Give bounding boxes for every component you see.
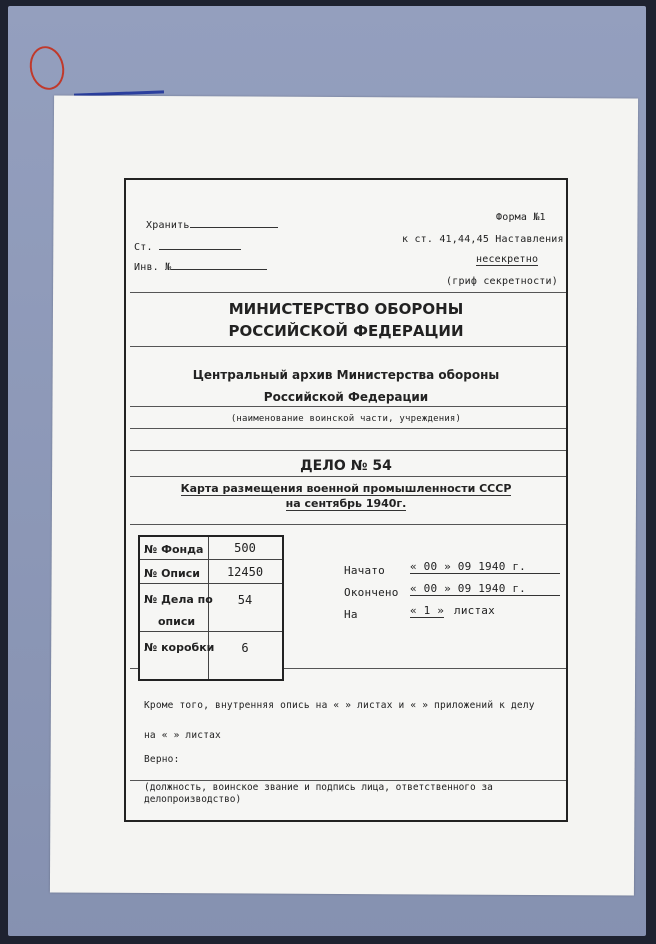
table-row-divider [140,583,282,584]
started-date: « 00 » 09 1940 г. [410,560,560,574]
divider [130,476,566,477]
case-heading [126,458,566,474]
case-number: 54 [372,458,392,474]
st-label: Ст. [134,242,153,253]
case-cover-form [124,178,568,822]
divider [130,406,566,407]
opis-value: 12450 [226,565,264,579]
nastavlenie-ref: к ст. 41,44,45 Наставления [402,234,564,245]
table-row-divider [140,631,282,632]
korobka-value: 6 [241,641,249,655]
fond-label: № Фонда [144,543,204,556]
sheets-label: листах [454,604,495,617]
signature-caption-line2: делопроизводство) [144,794,242,805]
case-title-line2 [126,497,566,510]
inventory-note-line2: на « » листах [144,730,221,741]
inv-label: Инв. № [134,262,172,273]
secrecy-caption: (гриф секретности) [446,276,558,287]
divider [130,346,566,347]
fond-value: 500 [234,541,256,555]
ended-label: Окончено [344,586,399,599]
hranit-field [146,220,278,231]
case-title-line1 [126,482,566,495]
on-label: На [344,608,358,621]
ministry-title-line2: РОССИЙСКОЙ ФЕДЕРАЦИИ [228,322,464,340]
case-title-text2: на сентябрь 1940г. [285,497,407,510]
verno-label: Верно: [144,754,180,765]
signature-line [130,780,566,781]
archive-name-line2: Российской Федерации [263,390,429,404]
inv-field [134,262,267,273]
table-row-divider [140,559,282,560]
hranit-label: Хранить [146,220,190,231]
inventory-note-line1: Кроме того, внутренняя опись на « » листах и « » приложений к делу [144,700,535,711]
case-label: ДЕЛО № [300,458,368,474]
ministry-title-line1: МИНИСТЕРСТВО ОБОРОНЫ [228,300,464,318]
form-number: Форма №1 [496,212,546,223]
divider [130,450,566,451]
korobka-label: № коробки [144,641,215,654]
archive-caption: (наименование воинской части, учреждения) [230,414,462,424]
st-field [134,242,241,253]
started-label: Начато [344,564,385,577]
sheets-count: « 1 » [410,604,445,617]
delo-value: 54 [237,593,253,607]
case-title-text1: Карта размещения военной промышленности СССР [180,482,512,495]
divider [130,428,566,429]
signature-caption-line1: (должность, воинское звание и подпись лица, ответственного за [144,782,493,793]
divider [130,524,566,525]
archive-name-line1: Центральный архив Министерства обороны [192,368,500,382]
fond-table [138,535,284,681]
opis-label: № Описи [144,567,200,580]
divider [130,292,566,293]
delo-label-line1: № Дела по [144,593,213,606]
secrecy-value: несекретно [476,254,539,265]
ended-date: « 00 » 09 1940 г. [410,582,560,596]
delo-label-line2: описи [158,615,196,628]
